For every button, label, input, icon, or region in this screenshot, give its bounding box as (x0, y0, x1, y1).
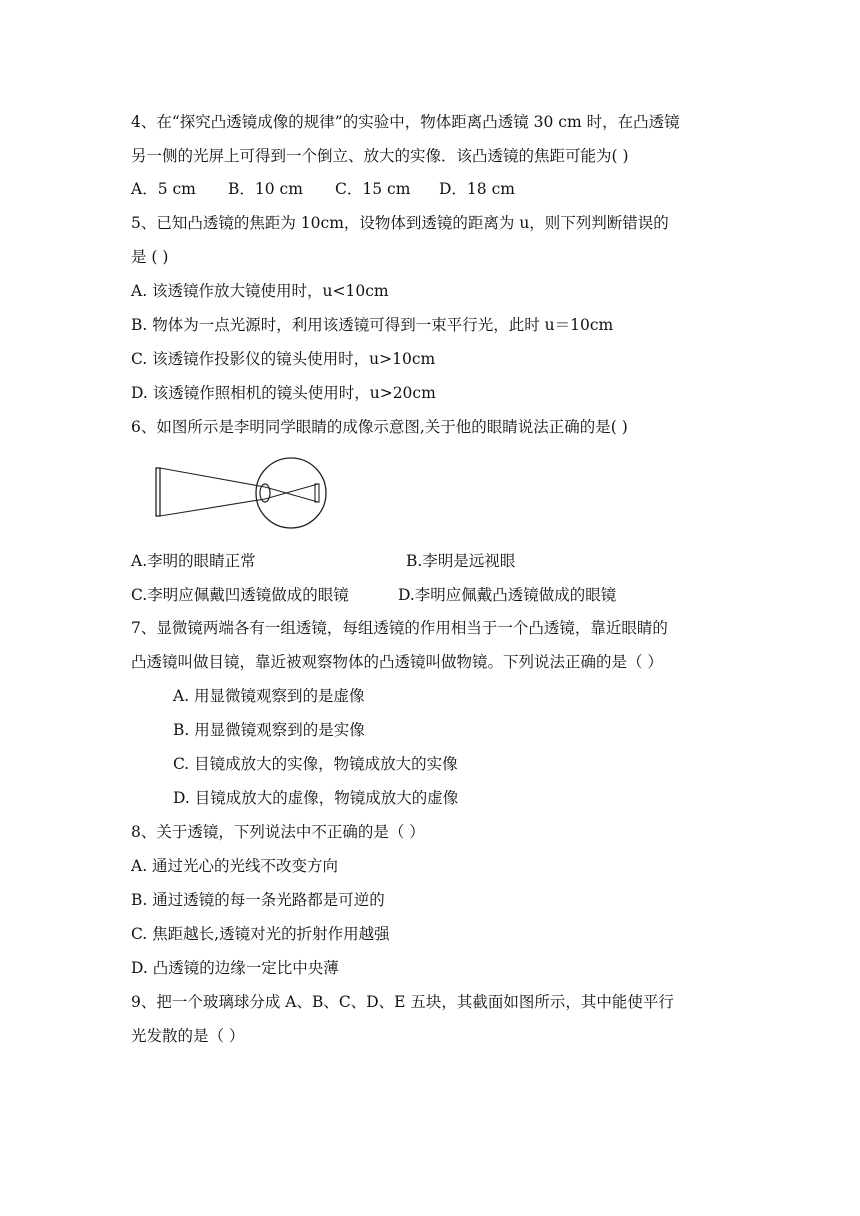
q5-line-1: 5、已知凸透镜的焦距为 10cm，设物体到透镜的距离为 u，则下列判断错误的 (131, 214, 669, 232)
q6-option-a: A.李明的眼睛正常 (131, 552, 256, 570)
q7-option-a: A. 用显微镜观察到的是虚像 (173, 687, 365, 705)
q6-option-d: D.李明应佩戴凸透镜做成的眼镜 (398, 586, 617, 604)
q8-option-d: D. 凸透镜的边缘一定比中央薄 (131, 959, 339, 977)
eye-diagram (150, 455, 330, 530)
q5-option-c: C. 该透镜作投影仪的镜头使用时，u>10cm (131, 350, 436, 368)
retina-image (315, 484, 319, 502)
ray-cross-2 (265, 484, 318, 499)
q4-options (131, 178, 515, 200)
q5-option-a: A. 该透镜作放大镜使用时，u<10cm (131, 282, 389, 300)
q5-option-d: D. 该透镜作照相机的镜头使用时，u>20cm (131, 384, 436, 402)
q5-option-b: B. 物体为一点光源时，利用该透镜可得到一束平行光，此时 u＝10cm (131, 316, 614, 334)
q9-line-1: 9、把一个玻璃球分成 A、B、C、D、E 五块，其截面如图所示，其中能使平行 (131, 993, 674, 1011)
q5-line-2: 是 ( ) (131, 248, 169, 266)
q6-line-1: 6、如图所示是李明同学眼睛的成像示意图,关于他的眼睛说法正确的是( ) (131, 418, 628, 436)
ray-bottom (160, 499, 265, 516)
q6-option-c: C.李明应佩戴凹透镜做成的眼镜 (131, 586, 349, 604)
q7-line-2: 凸透镜叫做目镜，靠近被观察物体的凸透镜叫做物镜。下列说法正确的是（ ） (131, 653, 663, 671)
q7-line-1: 7、显微镜两端各有一组透镜，每组透镜的作用相当于一个凸透镜，靠近眼睛的 (131, 619, 668, 637)
q9-line-2: 光发散的是（ ） (131, 1027, 245, 1045)
ray-cross-1 (265, 487, 318, 502)
q8-option-a: A. 通过光心的光线不改变方向 (131, 857, 339, 875)
q4-line-1: 4、在“探究凸透镜成像的规律”的实验中，物体距离凸透镜 30 cm 时，在凸透镜 (131, 113, 680, 131)
q6-option-b: B.李明是远视眼 (406, 552, 516, 570)
q4-option-c: C．15 cm (335, 180, 411, 198)
q7-option-b: B. 用显微镜观察到的是实像 (173, 721, 365, 739)
q4-option-a: A．5 cm (131, 180, 196, 198)
q8-option-c: C. 焦距越长,透镜对光的折射作用越强 (131, 925, 390, 943)
q8-option-b: B. 通过透镜的每一条光路都是可逆的 (131, 891, 385, 909)
q4-option-d: D．18 cm (439, 180, 515, 198)
ray-top (160, 468, 265, 487)
q4-line-2: 另一侧的光屏上可得到一个倒立、放大的实像．该凸透镜的焦距可能为( ) (131, 147, 629, 165)
q7-option-d: D. 目镜成放大的虚像，物镜成放大的虚像 (173, 789, 459, 807)
object-bar (156, 468, 160, 516)
q7-option-c: C. 目镜成放大的实像，物镜成放大的实像 (173, 755, 458, 773)
q4-option-b: B．10 cm (228, 180, 303, 198)
q8-line-1: 8、关于透镜，下列说法中不正确的是（ ） (131, 823, 425, 841)
